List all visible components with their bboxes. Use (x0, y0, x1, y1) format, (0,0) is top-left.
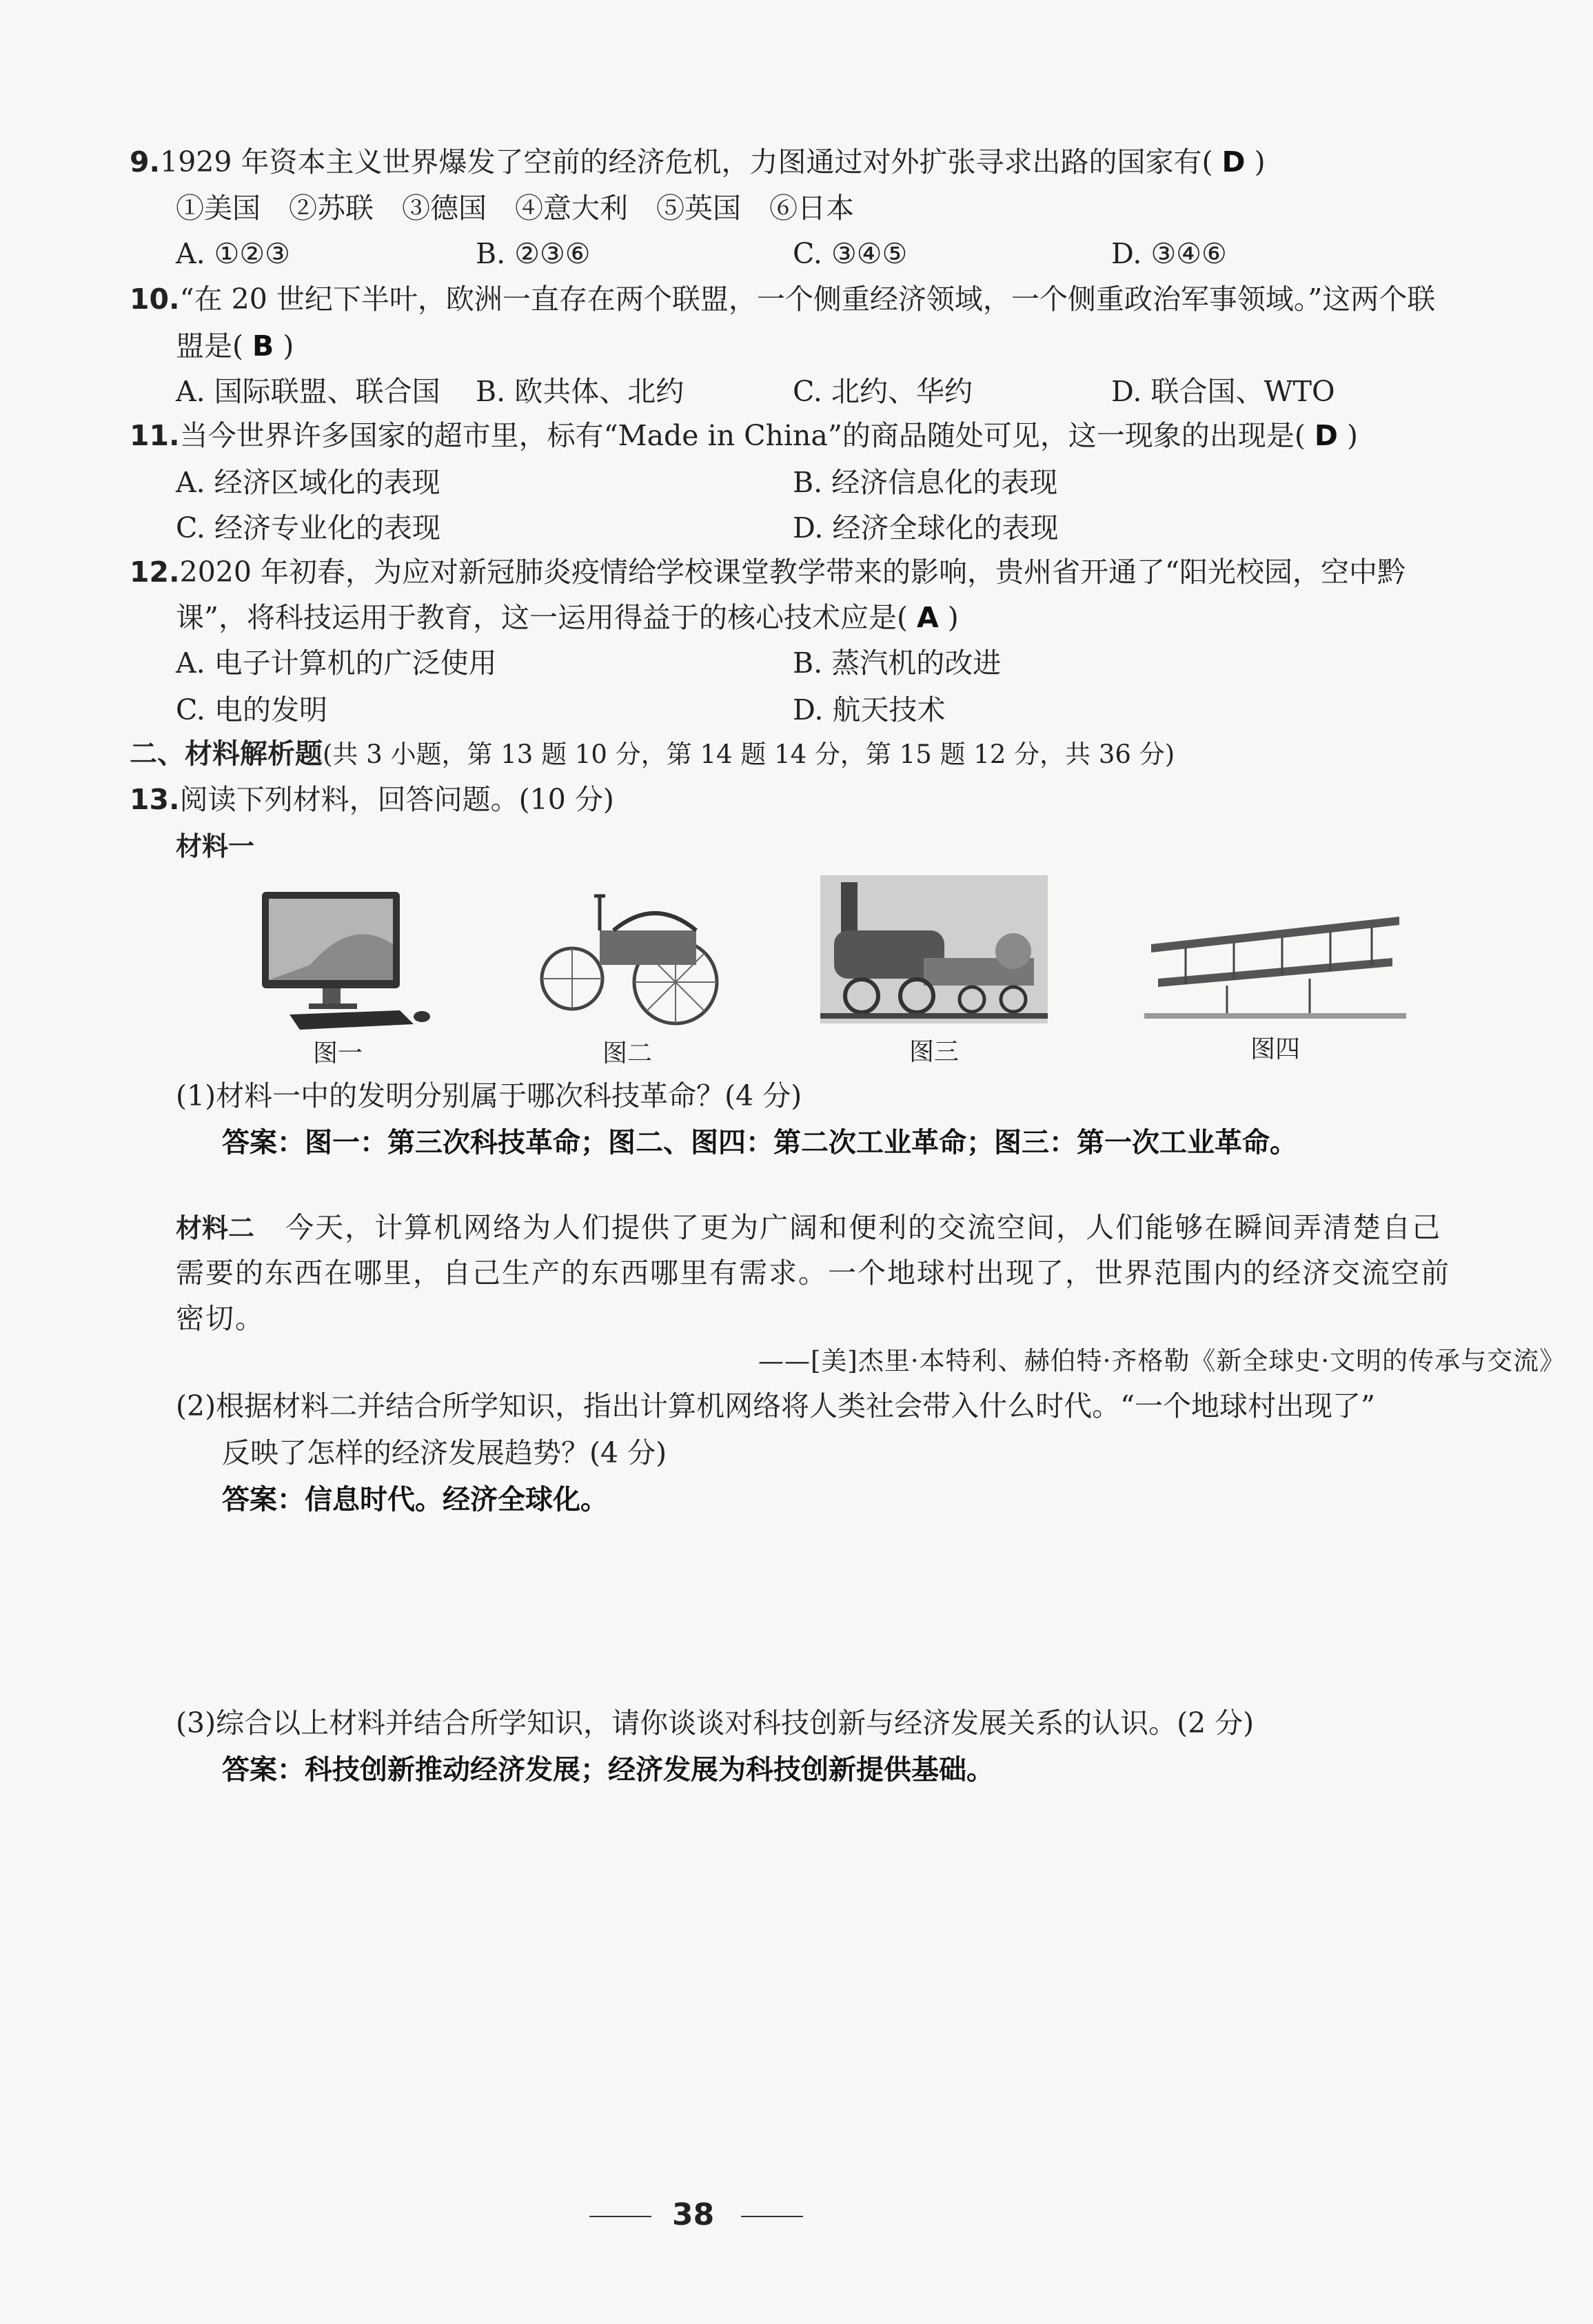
q13-sub3: (3)综合以上材料并结合所学知识，请你谈谈对科技创新与经济发展关系的认识。(2 分) (176, 1706, 1255, 1740)
section-2-heading (130, 733, 1175, 775)
q9-option-c: C. ③④⑤ (793, 237, 908, 270)
q11-close: ) (1346, 419, 1358, 452)
q11-stem (130, 415, 1358, 456)
q9-option-d: D. ③④⑥ (1111, 237, 1227, 270)
q12-stem-line2 (176, 597, 959, 638)
material-1-label: 材料一 (176, 831, 255, 862)
q11-option-c: C. 经济专业化的表现 (176, 511, 440, 544)
q11-answer: D (1314, 419, 1338, 452)
q9-stem (130, 141, 1266, 183)
q13-number: 13. (130, 783, 180, 816)
q13-answer-3: 答案：科技创新推动经济发展；经济发展为科技创新提供基础。 (222, 1754, 994, 1786)
q13-sub1: (1)材料一中的发明分别属于哪次科技革命？(4 分) (176, 1079, 802, 1112)
q11-number: 11. (130, 419, 180, 452)
q11-option-a: A. 经济区域化的表现 (176, 466, 440, 499)
q12-option-d: D. 航天技术 (793, 693, 946, 726)
material-2-label: 材料二 (176, 1213, 255, 1243)
material-2-line1 (176, 1205, 1441, 1251)
q9-close: ) (1254, 145, 1266, 179)
q9-option-b: B. ②③⑥ (476, 237, 591, 270)
q12-option-b: B. 蒸汽机的改进 (793, 646, 1002, 680)
q12-stem-line1 (130, 551, 1406, 593)
car-figure (531, 882, 724, 1034)
q12-close: ) (947, 601, 959, 634)
q9-stem-text: 1929 年资本主义世界爆发了空前的经济危机，力图通过对外扩张寻求出路的国家有( (160, 145, 1213, 179)
q12-stem-text2: 课”，将科技运用于教育，这一运用得益于的核心技术应是( (176, 601, 908, 634)
q13-stem-text: 阅读下列材料，回答问题。(10 分) (179, 783, 614, 816)
q13-sub2-line1: (2)根据材料二并结合所学知识，指出计算机网络将人类社会带入什么时代。“一个地球村出现了” (176, 1389, 1375, 1423)
section-2-title: 二、材料解析题 (130, 738, 323, 770)
computer-figure (248, 889, 434, 1034)
material-2-line2: 需要的东西在哪里，自己生产的东西哪里有需求。一个地球村出现了，世界范围内的经济交流空前 (176, 1256, 1450, 1290)
q10-stem-line1 (130, 278, 1435, 320)
q12-number: 12. (130, 555, 180, 589)
q10-answer: B (252, 329, 274, 363)
q12-option-a: A. 电子计算机的广泛使用 (176, 646, 497, 680)
figure-1-caption: 图一 (312, 1039, 363, 1068)
q10-option-d: D. 联合国、WTO (1111, 375, 1335, 408)
q12-stem-text: 2020 年初春，为应对新冠肺炎疫情给学校课堂教学带来的影响，贵州省开通了“阳光校园，空中黔 (179, 555, 1406, 589)
q13-sub2-line2: 反映了怎样的经济发展趋势？(4 分) (222, 1436, 667, 1469)
q11-option-b: B. 经济信息化的表现 (793, 466, 1058, 499)
q12-option-c: C. 电的发明 (176, 693, 327, 726)
q13-stem (130, 779, 614, 820)
q10-stem-text: “在 20 世纪下半叶，欧洲一直存在两个联盟，一个侧重经济领域，一个侧重政治军事领域。”这两个联 (179, 283, 1436, 316)
material-2-text1: 今天，计算机网络为人们提供了更为广阔和便利的交流空间，人们能够在瞬间弄清楚自己 (285, 1211, 1442, 1244)
q13-answer-2: 答案：信息时代。经济全球化。 (222, 1484, 608, 1516)
q9-items: ①美国 ②苏联 ③德国 ④意大利 ⑤英国 ⑥日本 (176, 192, 854, 225)
q10-option-c: C. 北约、华约 (793, 375, 973, 408)
figure-3-caption: 图三 (909, 1038, 959, 1066)
q10-stem-text2: 盟是( (176, 329, 243, 363)
page-number-right-rule (741, 2216, 803, 2217)
q9-answer: D (1221, 145, 1246, 179)
q10-stem-line2 (176, 325, 294, 367)
airplane-figure (1144, 910, 1406, 1027)
q10-number: 10. (130, 283, 180, 316)
q13-answer-1: 答案：图一：第三次科技革命；图二、图四：第二次工业革命；图三：第一次工业革命。 (222, 1127, 1297, 1159)
q11-stem-text: 当今世界许多国家的超市里，标有“Made in China”的商品随处可见，这一现象的出现是( (179, 419, 1306, 452)
q12-answer: A (917, 601, 939, 634)
material-2-line3: 密切。 (176, 1302, 265, 1335)
q10-option-a: A. 国际联盟、联合国 (176, 375, 440, 408)
q9-option-a: A. ①②③ (176, 237, 290, 270)
locomotive-figure (820, 875, 1048, 1027)
page-number-left-rule (589, 2216, 651, 2217)
figure-4-caption: 图四 (1250, 1035, 1300, 1063)
page-number: 38 (672, 2197, 715, 2232)
section-2-note: (共 3 小题，第 13 题 10 分，第 14 题 14 分，第 15 题 12 分，共 36 分) (323, 740, 1175, 769)
q10-option-b: B. 欧共体、北约 (476, 375, 684, 408)
q10-close: ) (283, 329, 294, 363)
q9-number: 9. (130, 145, 161, 179)
figure-2-caption: 图二 (602, 1039, 652, 1068)
material-2-source: ——[美]杰里·本特利、赫伯特·齐格勒《新全球史·文明的传承与交流》 (758, 1346, 1566, 1376)
q11-option-d: D. 经济全球化的表现 (793, 511, 1059, 544)
